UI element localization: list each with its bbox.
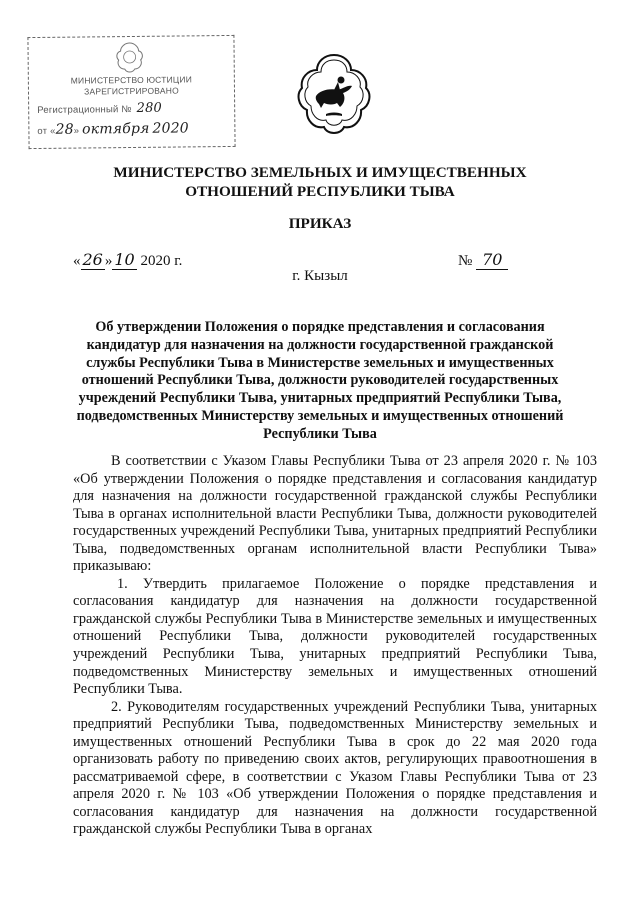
- document-type: ПРИКАЗ: [288, 215, 352, 232]
- stamp-date-day: 28: [55, 121, 74, 138]
- order-date-day: 26: [82, 250, 103, 269]
- coat-of-arms-icon: [296, 52, 372, 138]
- ministry-name-line-2: ОТНОШЕНИЙ РЕСПУБЛИКИ ТЫВА: [185, 183, 455, 200]
- order-date-close: »: [104, 253, 113, 269]
- order-date: [73, 250, 182, 270]
- preamble-paragraph: В соответствии с Указом Главы Республики Тыва от 23 апреля 2020 г. № 103 «Об утверждении Положения о порядке представления и согласования кандидатур для назначения на должности государственной гражданской службы Республики Тыва в органах исполнительной власти Республики Тыва, должности руководителей государственных учреждений Республики Тыва, унитарных предприятий Республики Тыва, подведомственных органам исполнительной власти Республики Тыва» приказываю:: [73, 453, 597, 575]
- order-date-year: 2020 г.: [136, 253, 183, 269]
- ministry-name-line-1: МИНИСТЕРСТВО ЗЕМЕЛЬНЫХ И ИМУЩЕСТВЕННЫХ: [113, 164, 527, 181]
- stamp-date-year: 2020: [152, 120, 189, 137]
- order-number-label: №: [458, 253, 473, 269]
- stamp-date-row: [37, 120, 189, 138]
- order-subject: Об утверждении Положения о порядке представления и согласования кандидатур для назначения на должности государственной гражданской службы Республики Тыва в Министерстве земельных и имущественных отношений Республики Тыва, должности руководителей государственных учреждений Республики Тыва, унитарных предприятий Республики Тыва, подведомственных Министерству земельных и имущественных отношений Республики Тыва: [76, 319, 564, 442]
- stamp-emblem-icon: [114, 41, 144, 75]
- stamp-reg-label: Регистрационный №: [37, 103, 132, 116]
- ministry-name: [60, 163, 580, 201]
- stamp-line-ministry: МИНИСТЕРСТВО ЮСТИЦИИ: [70, 74, 193, 86]
- registration-stamp: [27, 35, 235, 149]
- stamp-date-month: октября: [82, 120, 150, 138]
- order-item-2: 2. Руководителям государственных учреждений Республики Тыва, унитарных предприятий Республики Тыва, подведомственных Министерству земельных и имущественных отношений Республики Тыва в срок до 22 мая 2020 года организовать работу по приведению своих актов, регулирующих правоотношения в рассматриваемой сфере, в соответствии с Указом Главы Республики Тыва от 23 апреля 2020 г. № 103 «Об утверждении Положения о порядке представления и согласования кандидатур для назначения на должности государственной гражданской службы Республики Тыва в органах: [73, 698, 597, 838]
- order-number: [458, 250, 508, 270]
- stamp-date-mid: »: [73, 125, 80, 137]
- order-city: г. Кызыл: [292, 268, 348, 284]
- order-body: [73, 453, 597, 839]
- order-item-1: 1. Утвердить прилагаемое Положение о порядке представления и согласования кандидатур для назначения на должности государственной гражданской службы Республики Тыва в Министерстве земельных и имущественных отношений Республики Тыва, должности руководителей государственных учреждений Республики Тыва, унитарных предприятий Республики Тыва, подведомственных Министерству земельных и имущественных отношений Республики Тыва.: [73, 575, 597, 698]
- order-date-month: 10: [114, 250, 135, 269]
- order-date-open: «: [73, 253, 81, 269]
- stamp-reg-number: 280: [136, 100, 163, 116]
- stamp-date-prefix: от «: [37, 125, 56, 137]
- stamp-reg-number-row: [37, 101, 162, 117]
- order-number-value: 70: [476, 250, 508, 270]
- stamp-line-registered: ЗАРЕГИСТРИРОВАНО: [84, 85, 179, 97]
